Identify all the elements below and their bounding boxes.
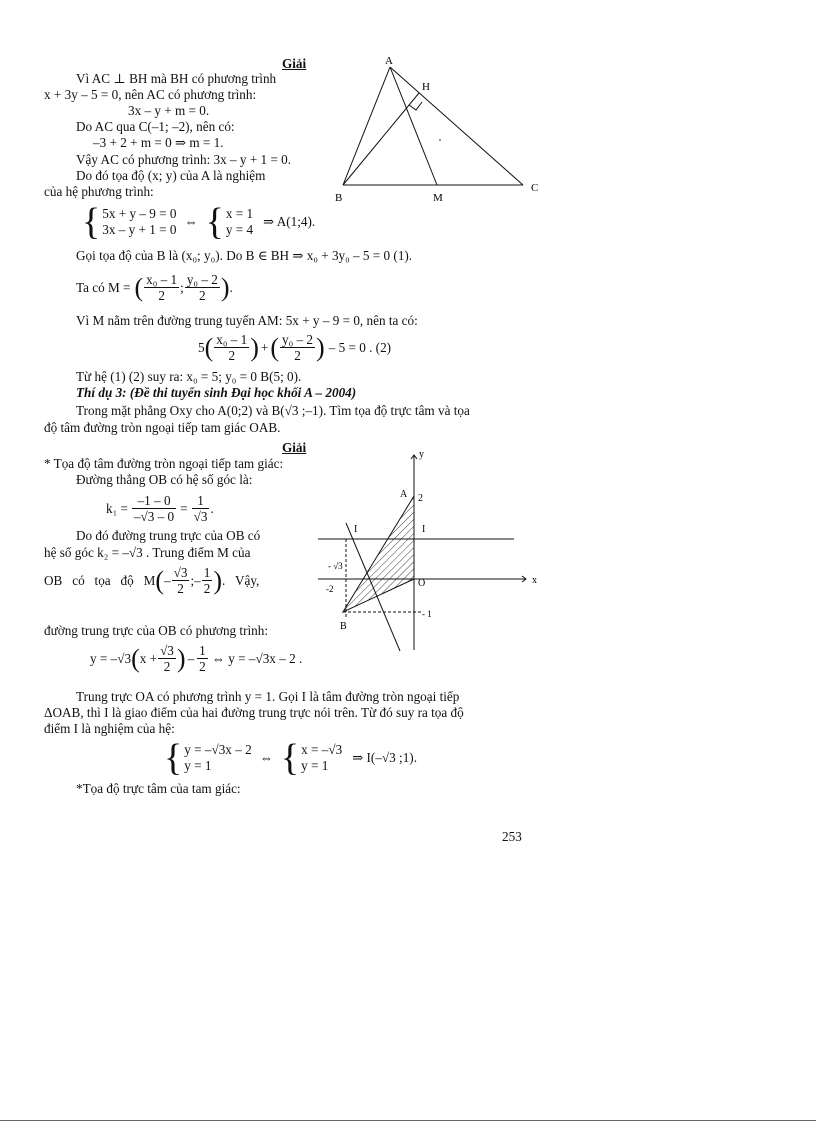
perpendicular-equation: y = –√3 ( x + $\frac{√3}{2}$ ) – $\frac{1}{2}$ ⇔ y = –√3x – 2 .	[90, 643, 303, 674]
section-title: * Tọa độ tâm đường tròn ngoại tiếp tam giác:	[44, 456, 284, 471]
label-b: B	[335, 192, 343, 204]
text-line: Trong mặt phẳng Oxy cho A(0;2) và B(√3 ;–1). Tìm tọa độ trực tâm và tọa	[76, 403, 470, 418]
label-i-left: I	[354, 524, 358, 535]
label-h: H	[422, 81, 430, 93]
triangle-figure	[325, 55, 555, 205]
label-i-right: I	[422, 524, 426, 535]
triangle-oab	[343, 496, 414, 612]
equation-system-1: { 5x + y – 9 = 0 3x – y + 1 = 0 ⇔ { x = 1 y = 4 ⇒ A(1;4).	[82, 201, 316, 243]
text-line: Vì M nằm trên đường trung tuyến AM: 5x + y – 9 = 0, nên ta có:	[76, 313, 418, 328]
text-line: Gọi tọa độ của B là (x₀; y₀). Do B ∈ BH ⇒ x₀ + 3y₀ – 5 = 0 (1).	[76, 248, 413, 263]
text-line: x + 3y – 5 = 0, nên AC có phương trình:	[44, 87, 257, 102]
altitude-bh	[343, 93, 419, 185]
text-line: của hệ phương trình:	[44, 184, 154, 199]
label-point-a: A	[400, 489, 408, 500]
solution-heading-2: Giải	[282, 440, 307, 455]
side-ac	[390, 67, 523, 185]
text-line: ΔOAB, thì I là giao điểm của hai đường trung trực nói trên. Từ đó suy ra tọa độ	[44, 705, 464, 720]
text-line: Đường thẳng OB có hệ số góc là:	[76, 472, 253, 487]
text-line: Vì AC ⊥ BH mà BH có phương trình	[76, 71, 277, 86]
label-neg-two: -2	[326, 584, 334, 594]
label-m: M	[433, 192, 443, 204]
text-line: độ tâm đường tròn ngoại tiếp tam giác OAB.	[44, 420, 281, 435]
text-line: Do đó tọa độ (x; y) của A là nghiệm	[76, 168, 266, 183]
k1-formula: k₁ = $\frac{-1 - 0}{-√3 - 0}$ = $\frac{1}{√3}$ .	[106, 493, 214, 524]
label-x-axis: x	[532, 575, 537, 586]
text-line: 3x – y + m = 0.	[128, 103, 210, 118]
m-coordinate-formula: Ta có M = ( $\frac{\text{x₀ – 1}}{2}$ ; $\frac{\text{y₀ – 2}}{2}$ ) .	[76, 272, 233, 303]
text-line: Do đó đường trung trực của OB có	[76, 528, 261, 543]
text-line: đường trung trực của OB có phương trình:	[44, 623, 269, 638]
equation-2: 5 ( $\frac{\text{x₀ – 1}}{2}$ ) + ( $\frac{\text{y₀ – 2}}{2}$ ) – 5 = 0 . (2)	[198, 332, 392, 363]
page-number: 253	[502, 829, 522, 844]
label-origin: O	[418, 578, 426, 589]
text-line: Vậy AC có phương trình: 3x – y + 1 = 0.	[76, 152, 292, 167]
equation-system-2: { y = –√3x – 2 y = 1 ⇔ { x = –√3 y = 1 ⇒ I(–√3 ;1).	[164, 737, 417, 779]
text-line: điểm I là nghiệm của hệ:	[44, 721, 175, 736]
label-a: A	[385, 55, 393, 67]
text-line: –3 + 2 + m = 0 ⇒ m = 1.	[93, 135, 224, 150]
midpoint-formula: OB có tọa độ M ( – $\frac{√3}{2}$ ;– $\frac{1}{2}$ ) . Vậy,	[44, 565, 260, 596]
text-line: Từ hệ (1) (2) suy ra: x₀ = 5; y₀ = 0 B(5; 0).	[76, 369, 302, 384]
label-y-axis: y	[419, 449, 424, 460]
solution-heading: Giải	[282, 56, 307, 71]
text-line: Do AC qua C(–1; –2), nên có:	[76, 119, 235, 134]
label-c: C	[531, 182, 539, 194]
page-bottom-rule	[0, 1120, 816, 1121]
label-two: 2	[418, 493, 423, 504]
label-point-b: B	[340, 621, 347, 632]
text-line: hệ số góc k₂ = –√3 . Trung điểm M của	[44, 545, 251, 560]
label-neg-sqrt3: - √3	[328, 561, 343, 571]
example-title: Thí dụ 3: (Đề thi tuyển sinh Đại học khối A – 2004)	[76, 385, 357, 400]
text-line: Trung trực OA có phương trình y = 1. Gọi I là tâm đường tròn ngoại tiếp	[76, 689, 460, 704]
side-ab	[343, 67, 390, 185]
label-neg-one: - 1	[422, 609, 432, 619]
section-title: *Tọa độ trực tâm của tam giác:	[76, 781, 241, 796]
coordinate-figure	[318, 445, 548, 660]
